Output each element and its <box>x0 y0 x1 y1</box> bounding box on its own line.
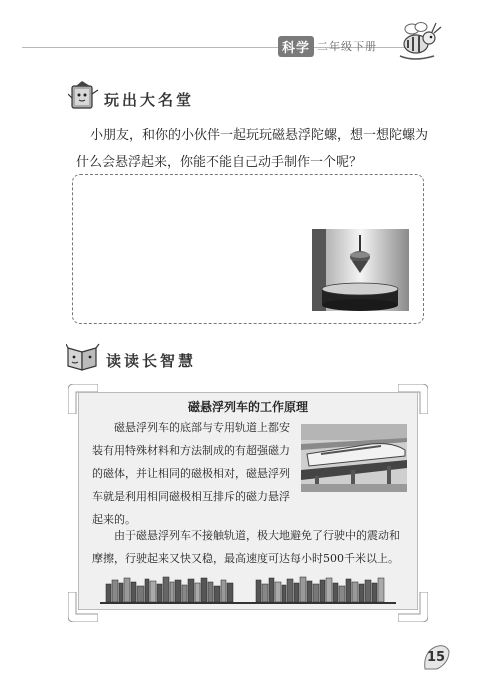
maglev-train-photo <box>301 424 407 492</box>
page-number: 15 <box>427 650 446 665</box>
header-tag <box>278 36 377 56</box>
section2-title: 读读长智慧 <box>106 352 197 370</box>
levitating-top-photo <box>312 229 409 311</box>
header-grade: 二年级下册 <box>317 40 378 53</box>
section1-paragraph: 小朋友，和你的小伙伴一起玩玩磁悬浮陀螺，想一想陀螺为什么会悬浮起来，你能不能自己动手制作一个呢？ <box>76 128 429 170</box>
section1-title: 玩出大名堂 <box>104 91 195 109</box>
reading-book-icon <box>66 340 100 372</box>
page-number-badge <box>421 643 451 671</box>
card-paragraph-2 <box>92 524 404 570</box>
card-paragraph-1-text: 磁悬浮列车的底部与专用轨道上都安装有用特殊材料和方法制成的有超强磁力的磁体，并让相同的磁极相对，磁悬浮列车就是利用相同磁极相互排斥的磁力悬浮起来的。 <box>92 421 290 526</box>
book-mascot-icon <box>68 80 102 112</box>
bee-mascot-icon <box>394 18 444 62</box>
section1-text <box>76 122 436 176</box>
card-paragraph-1 <box>92 416 297 531</box>
bookshelf-icon <box>100 574 396 604</box>
card-paragraph-2-text: 由于磁悬浮列车不接触轨道，极大地避免了行驶中的震动和摩擦，行驶起来又快又稳，最高速度可达每小时500千米以上。 <box>92 529 400 565</box>
header-subject: 科学 <box>278 36 314 57</box>
card-title: 磁悬浮列车的工作原理 <box>187 400 308 414</box>
